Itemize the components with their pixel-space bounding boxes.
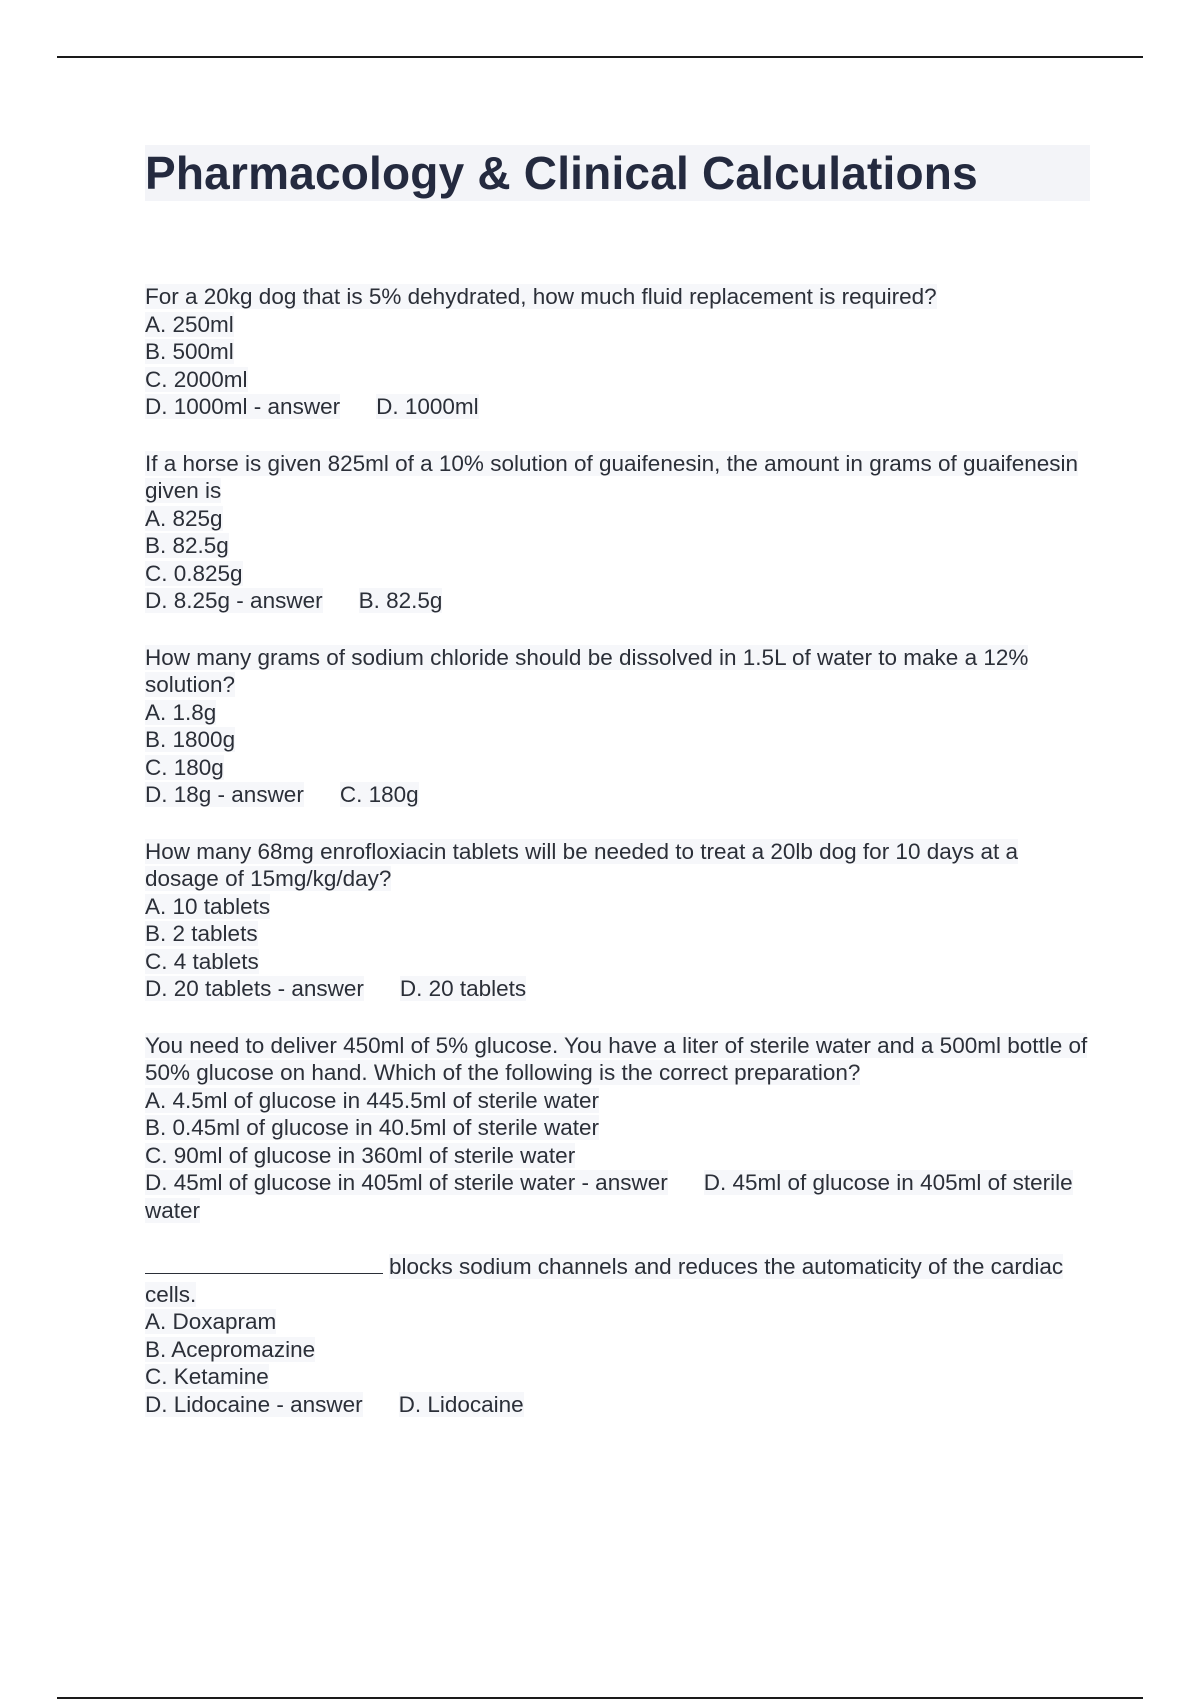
answer-line (145, 393, 1090, 421)
option-b: B. Acepromazine (145, 1336, 316, 1362)
correct-answer: D. 45ml of glucose in 405ml of sterile water (145, 1170, 1073, 1223)
option-d-answer: D. 18g - answer (145, 782, 304, 807)
option-b: B. 82.5g (145, 533, 229, 558)
option-d-answer: D. 1000ml - answer (145, 394, 341, 419)
question-2 (145, 450, 1090, 615)
question-text: If a horse is given 825ml of a 10% solution of guaifenesin, the amount in grams of guaifenesin given is (145, 450, 1079, 503)
option-a: A. 4.5ml of glucose in 445.5ml of sterile water (145, 1087, 599, 1113)
option-c: C. 2000ml (145, 366, 248, 392)
correct-answer: C. 180g (339, 782, 419, 807)
option-b: B. 1800g (145, 727, 236, 752)
question-4 (145, 838, 1090, 1003)
option-a: A. 1.8g (145, 699, 217, 725)
option-c: C. 0.825g (145, 560, 243, 586)
option-a: A. 10 tablets (145, 893, 271, 919)
option-c: C. 90ml of glucose in 360ml of sterile water (145, 1142, 576, 1168)
question-text: How many 68mg enrofloxiacin tablets will be needed to treat a 20lb dog for 10 days at a dosage of 15mg/kg/day? (145, 838, 1019, 891)
option-b: B. 500ml (145, 339, 234, 364)
answer-line (145, 1391, 1090, 1419)
option-c: C. 180g (145, 754, 224, 780)
document-body (145, 145, 1090, 1447)
option-d-answer: D. 20 tablets - answer (145, 976, 364, 1001)
correct-answer: D. Lidocaine (398, 1391, 524, 1417)
question-text: You need to deliver 450ml of 5% glucose. You have a liter of sterile water and a 500ml bottle of 50% glucose on hand. Which of the following is the correct preparation? (145, 1032, 1088, 1085)
option-a: A. 250ml (145, 311, 234, 337)
question-text: How many grams of sodium chloride should be dissolved in 1.5L of water to make a 12% solution? (145, 644, 1029, 697)
option-d-answer: D. 8.25g - answer (145, 588, 323, 613)
option-b: B. 2 tablets (145, 921, 258, 946)
question-text: For a 20kg dog that is 5% dehydrated, how much fluid replacement is required? (145, 284, 937, 309)
page-title: Pharmacology & Clinical Calculations (145, 145, 1090, 201)
option-b: B. 0.45ml of glucose in 40.5ml of sterile water (145, 1115, 599, 1140)
question-3 (145, 644, 1090, 809)
option-a: A. 825g (145, 505, 223, 531)
fill-in-blank (145, 1253, 383, 1274)
correct-answer: B. 82.5g (358, 588, 443, 613)
answer-line (145, 587, 1090, 615)
answer-line (145, 781, 1090, 809)
correct-answer: D. 20 tablets (399, 976, 527, 1001)
option-c: C. Ketamine (145, 1364, 269, 1389)
answer-line (145, 975, 1090, 1003)
option-d-answer: D. 45ml of glucose in 405ml of sterile water - answer (145, 1170, 668, 1195)
question-text: blocks sodium channels and reduces the automaticity of the cardiac cells. (145, 1254, 1064, 1307)
option-a: A. Doxapram (145, 1309, 277, 1334)
top-rule (57, 56, 1143, 58)
correct-answer: D. 1000ml (376, 394, 479, 419)
question-list (145, 283, 1090, 1418)
option-c: C. 4 tablets (145, 948, 259, 974)
option-d-answer: D. Lidocaine - answer (145, 1391, 363, 1417)
bottom-rule (57, 1697, 1143, 1699)
answer-line (145, 1169, 1090, 1224)
question-1 (145, 283, 1090, 421)
question-5 (145, 1032, 1090, 1225)
question-6 (145, 1253, 1090, 1418)
